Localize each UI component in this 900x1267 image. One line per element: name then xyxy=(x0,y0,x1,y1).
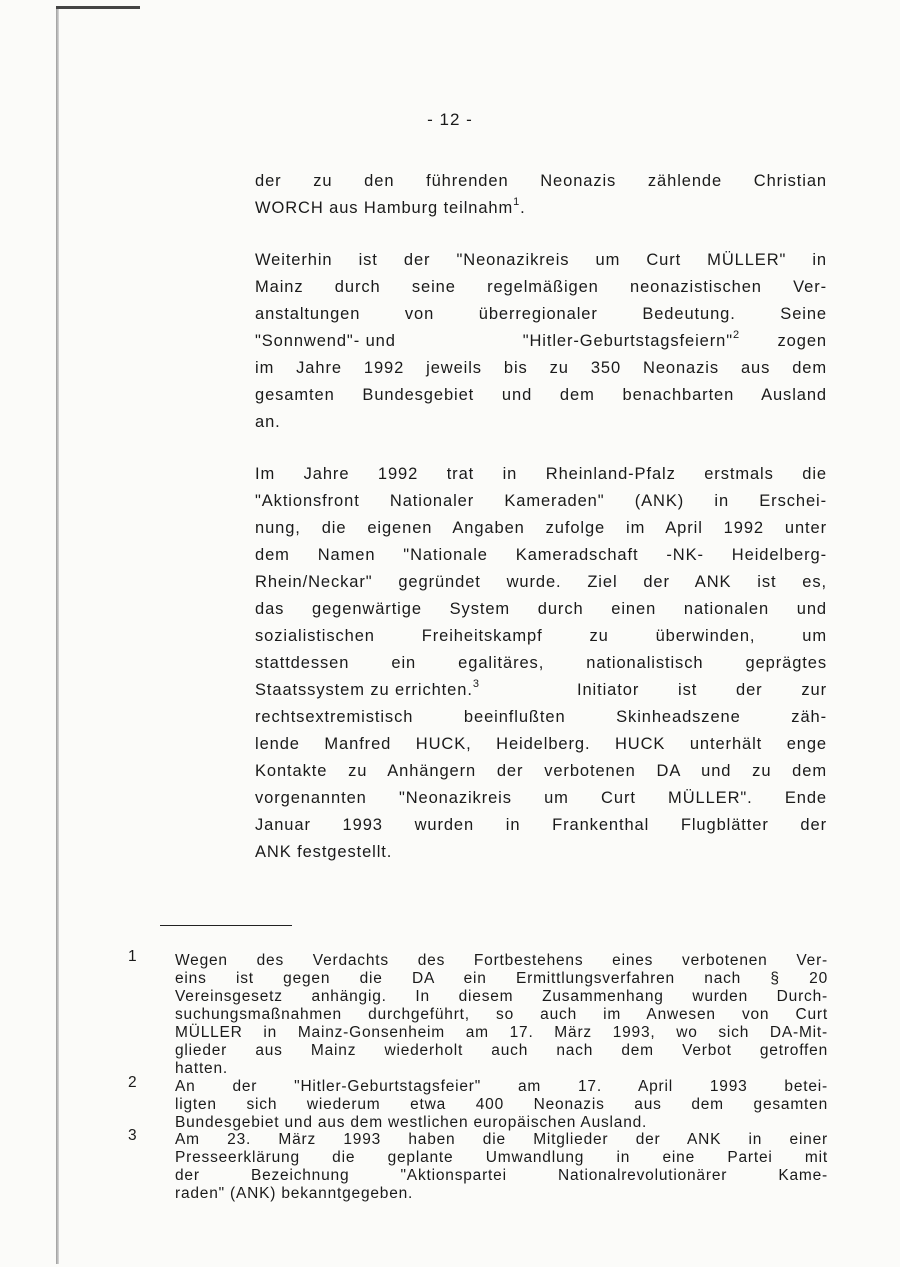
text-line: vorgenannten "Neonazikreis um Curt MÜLLER". Ende xyxy=(255,789,827,807)
text-fragment: Staatssystem zu errichten. xyxy=(255,681,473,699)
text-fragment xyxy=(255,677,480,704)
footnote-text xyxy=(175,952,828,1078)
text-fragment: . xyxy=(520,199,526,217)
text-line: gesamten Bundesgebiet und dem benachbarten Ausland xyxy=(255,386,827,404)
text-fragment: Initiator ist der zur xyxy=(577,681,827,699)
text-line: Wegen des Verdachts des Fortbestehens eines verbotenen Ver- xyxy=(175,952,828,969)
text-line: Januar 1993 wurden in Frankenthal Flugblätter der xyxy=(255,816,827,834)
text-line: "Aktionsfront Nationaler Kameraden" (ANK) in Erschei- xyxy=(255,492,827,510)
text-line: stattdessen ein egalitäres, nationalistisch geprägtes xyxy=(255,654,827,672)
text-fragment: zogen xyxy=(777,332,827,350)
text-line: das gegenwärtige System durch einen nationalen und xyxy=(255,600,827,618)
footnote-number: 2 xyxy=(128,1074,138,1091)
text-line: sozialistischen Freiheitskampf zu überwinden, um xyxy=(255,627,827,645)
text-line: ANK festgestellt. xyxy=(255,843,393,861)
text-line: dem Namen "Nationale Kameradschaft -NK- Heidelberg- xyxy=(255,546,827,564)
footnote-ref: 2 xyxy=(732,328,740,341)
text-line: im Jahre 1992 jeweils bis zu 350 Neonazis aus dem xyxy=(255,359,827,377)
text-line xyxy=(255,677,827,704)
text-line: eins ist gegen die DA ein Ermittlungsverfahren nach § 20 xyxy=(175,970,828,987)
text-line: Presseerklärung die geplante Umwandlung in eine Partei mit xyxy=(175,1149,828,1166)
text-line: der Bezeichnung "Aktionspartei Nationalrevolutionärer Kame- xyxy=(175,1167,828,1184)
paragraph-3 xyxy=(255,461,827,866)
text-line: hatten. xyxy=(175,1060,229,1077)
text-fragment: "Sonnwend"- und xyxy=(255,332,396,350)
text-line: Kontakte zu Anhängern der verbotenen DA und zu dem xyxy=(255,762,827,780)
text-line: Im Jahre 1992 trat in Rheinland-Pfalz erstmals die xyxy=(255,465,827,483)
text-line: Vereinsgesetz anhängig. In diesem Zusammenhang wurden Durch- xyxy=(175,988,828,1005)
page-corner-mark xyxy=(56,6,140,9)
page-number: - 12 - xyxy=(427,110,473,129)
footnote-text xyxy=(175,1078,828,1132)
text-fragment: "Hitler-Geburtstagsfeiern" xyxy=(522,332,733,350)
text-line: suchungsmaßnahmen durchgeführt, so auch im Anwesen von Curt xyxy=(175,1006,828,1023)
text-line: Bundesgebiet und aus dem westlichen europäischen Ausland. xyxy=(175,1114,648,1131)
footnote-separator xyxy=(160,925,292,926)
text-fragment xyxy=(523,328,740,355)
text-line: raden" (ANK) bekanntgegeben. xyxy=(175,1185,414,1202)
footnote-ref: 1 xyxy=(513,195,521,208)
text-line: glieder aus Mainz wiederholt auch nach dem Verbot getroffen xyxy=(175,1042,828,1059)
text-line xyxy=(255,328,827,355)
text-line: Am 23. März 1993 haben die Mitglieder der ANK in einer xyxy=(175,1131,828,1148)
text-line: nung, die eigenen Angaben zufolge im April 1992 unter xyxy=(255,519,827,537)
paragraph-2 xyxy=(255,247,827,436)
paragraph-1 xyxy=(255,168,827,222)
footnote-number: 3 xyxy=(128,1127,138,1144)
text-line: Mainz durch seine regelmäßigen neonazistischen Ver- xyxy=(255,278,827,296)
text-line: MÜLLER in Mainz-Gonsenheim am 17. März 1993, wo sich DA-Mit- xyxy=(175,1024,828,1041)
text-line: an. xyxy=(255,413,281,431)
text-line: lende Manfred HUCK, Heidelberg. HUCK unterhält enge xyxy=(255,735,827,753)
text-fragment: WORCH aus Hamburg teilnahm xyxy=(255,199,514,217)
text-line: ligten sich wiederum etwa 400 Neonazis aus dem gesamten xyxy=(175,1096,828,1113)
footnote-text xyxy=(175,1131,828,1203)
text-line: rechtsextremistisch beeinflußten Skinheadszene zäh- xyxy=(255,708,827,726)
text-line: anstaltungen von überregionaler Bedeutung. Seine xyxy=(255,305,827,323)
text-line: der zu den führenden Neonazis zählende Christian xyxy=(255,172,827,190)
text-line: Rhein/Neckar" gegründet wurde. Ziel der ANK ist es, xyxy=(255,573,827,591)
footnote-number: 1 xyxy=(128,948,138,965)
page-binding-edge xyxy=(56,6,59,1264)
text-line: An der "Hitler-Geburtstagsfeier" am 17. April 1993 betei- xyxy=(175,1078,828,1095)
footnote-ref: 3 xyxy=(472,677,480,690)
text-line: Weiterhin ist der "Neonazikreis um Curt MÜLLER" in xyxy=(255,251,827,269)
text-line xyxy=(255,195,827,222)
